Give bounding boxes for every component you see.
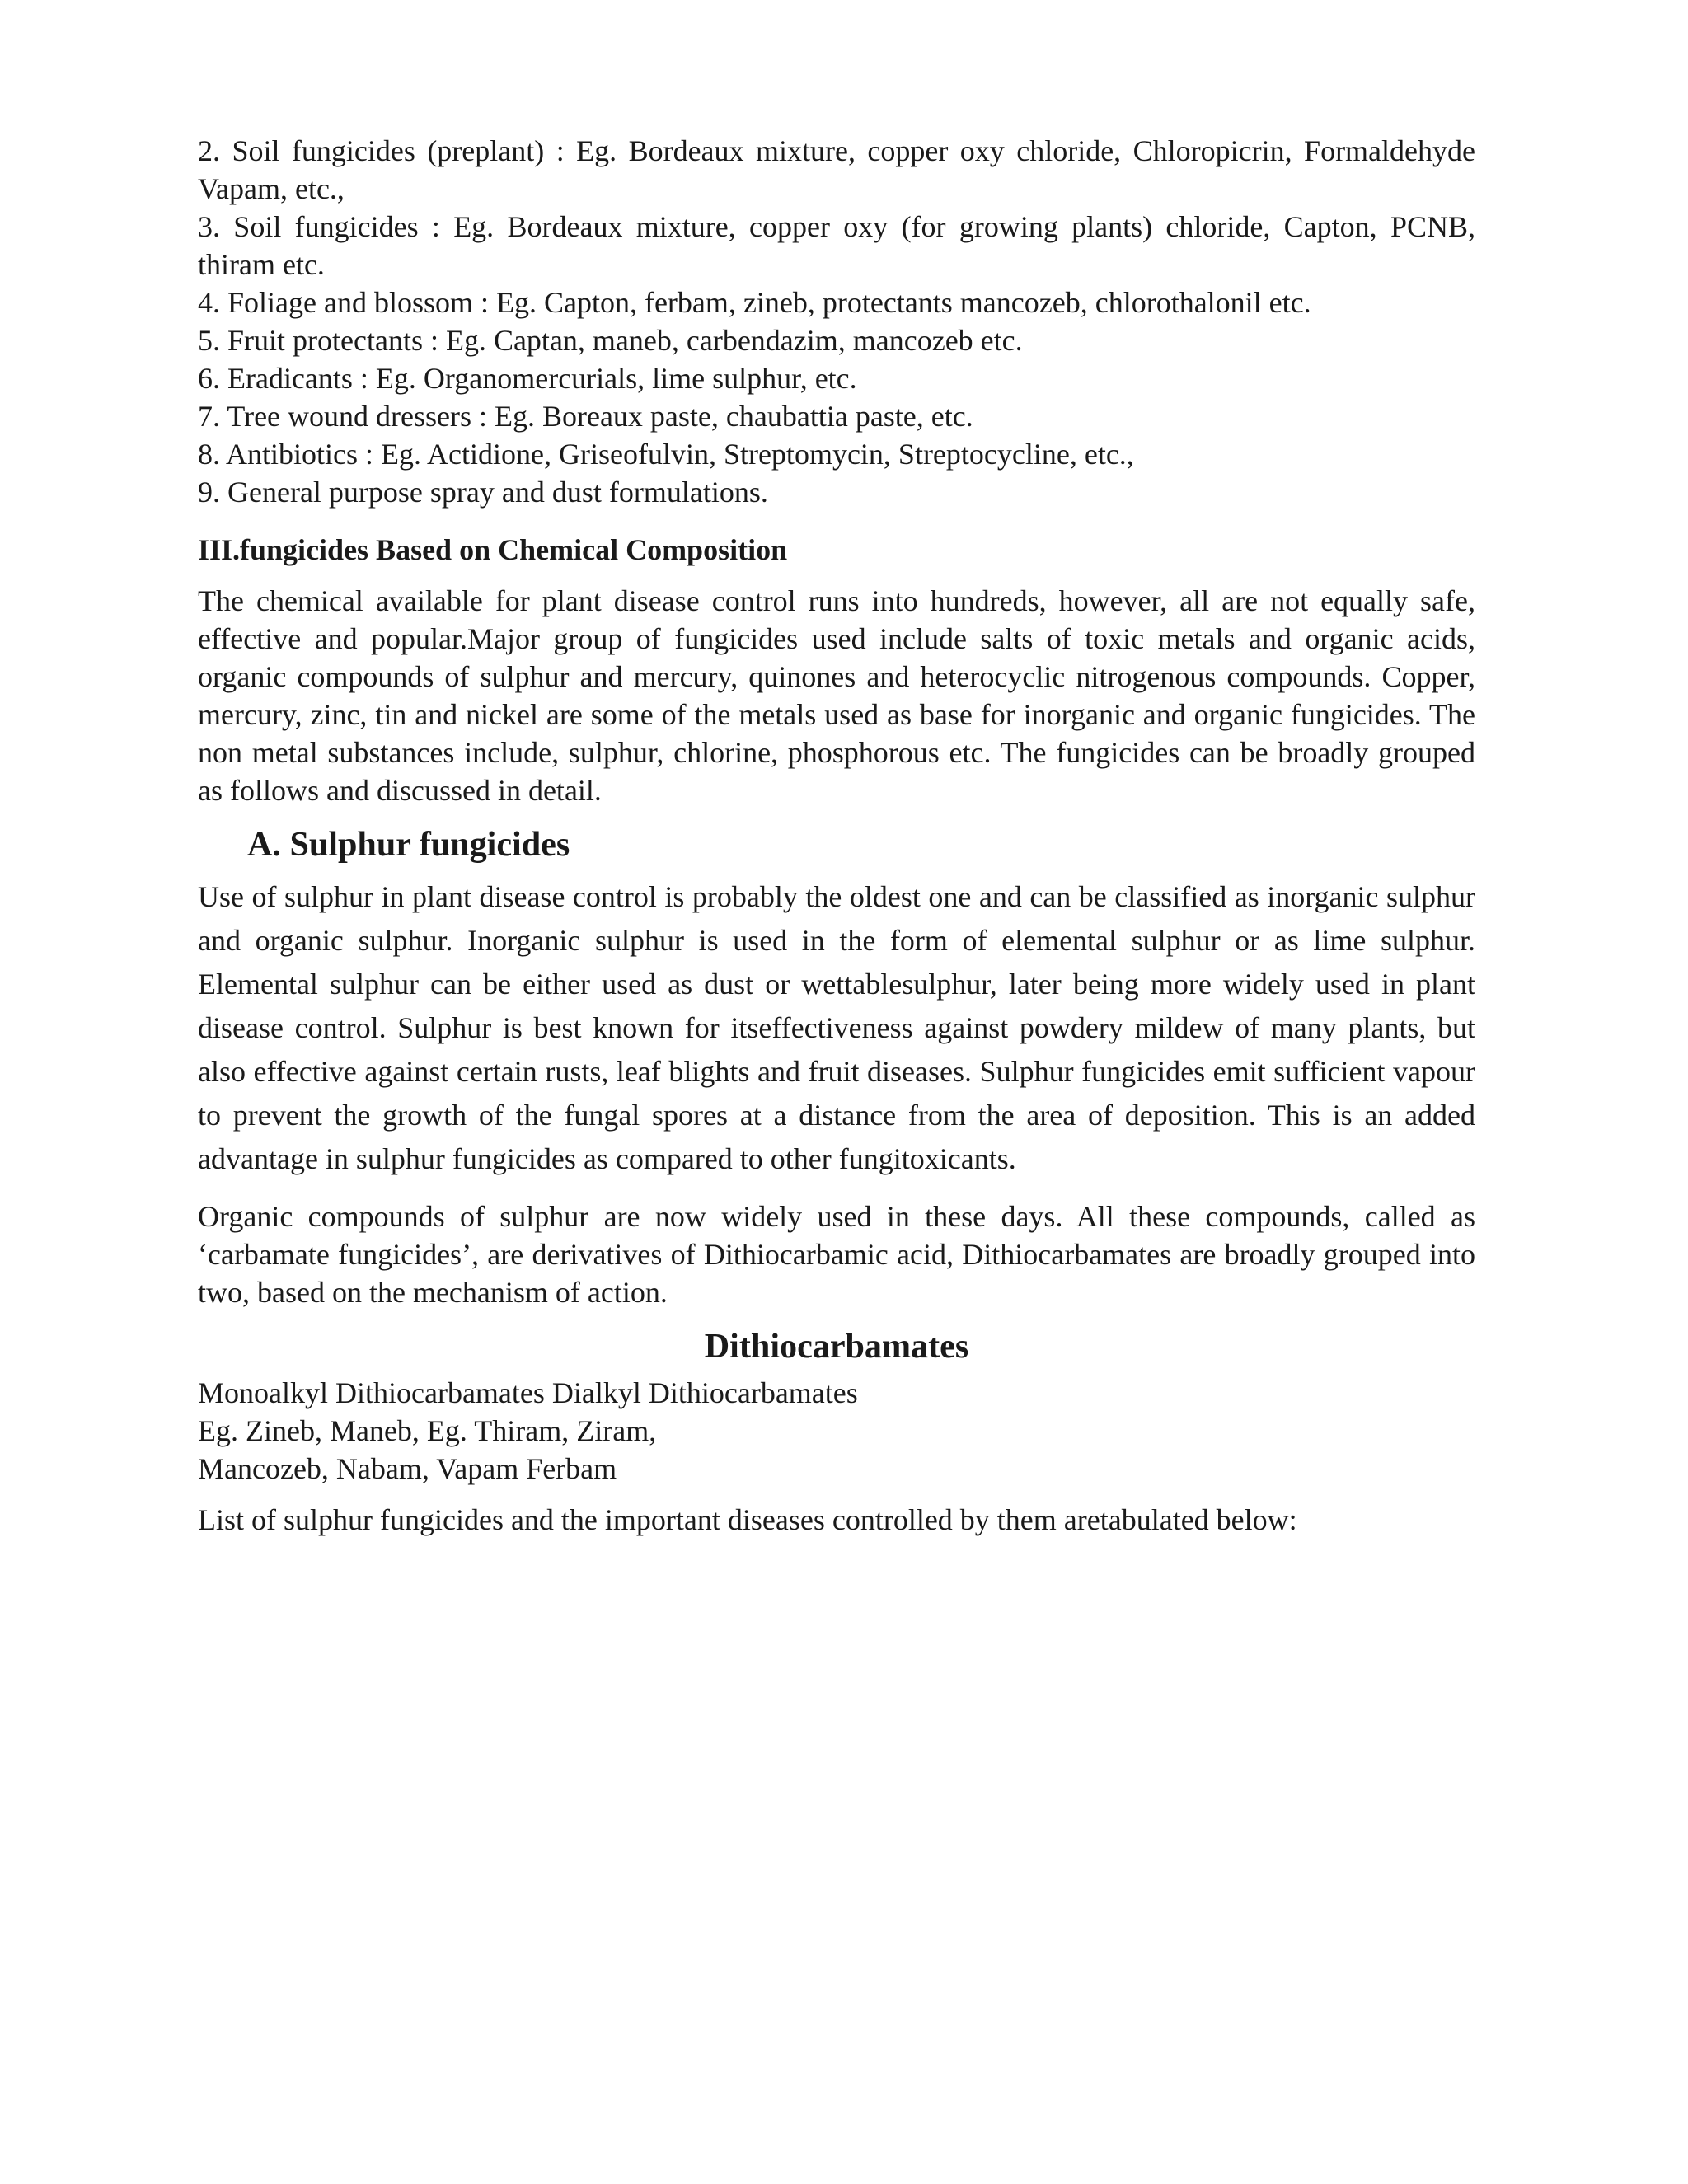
organic-sulphur-paragraph: Organic compounds of sulphur are now widely used in these days. All these compounds, called as ‘carbamate fungicides’, are derivatives of Dithiocarbamic acid, Dithiocarbamates are broadly grouped into two, based on the mechanism of action. — [198, 1200, 1475, 1309]
document-page — [198, 132, 1475, 1539]
list-item: 8. Antibiotics : Eg. Actidione, Griseofulvin, Streptomycin, Streptocycline, etc., — [198, 438, 1134, 471]
dithiocarbamates-heading: Dithiocarbamates — [704, 1327, 969, 1366]
section-heading: III.fungicides Based on Chemical Composition — [198, 533, 788, 566]
list-item: 7. Tree wound dressers : Eg. Boreaux paste, chaubattia paste, etc. — [198, 400, 973, 433]
sulphur-fungicides-heading: A. Sulphur fungicides — [247, 825, 570, 864]
list-item: 3. Soil fungicides : Eg. Bordeaux mixture, copper oxy (for growing plants) chloride, Capton, PCNB, thiram etc. — [198, 210, 1475, 281]
list-item: 5. Fruit protectants : Eg. Captan, maneb, carbendazim, mancozeb etc. — [198, 324, 1023, 357]
list-item: 4. Foliage and blossom : Eg. Capton, ferbam, zineb, protectants mancozeb, chlorothalonil etc. — [198, 286, 1311, 319]
fungicide-list — [198, 132, 1475, 511]
list-item: 9. General purpose spray and dust formulations. — [198, 476, 768, 509]
section-paragraph: The chemical available for plant disease control runs into hundreds, however, all are not equally safe, effective and popular.Major group of fungicides used include salts of toxic metals and organic acids, organic compounds of sulphur and mercury, quinones and heterocyclic nitrogenous compounds. Copper, mercury, zinc, tin and nickel are some of the metals used as base for inorganic and organic fungicides. The non metal substances include, sulphur, chlorine, phosphorous etc. The fungicides can be broadly grouped as follows and discussed in detail. — [198, 584, 1475, 807]
dithiocarbamates-line: Eg. Zineb, Maneb, Eg. Thiram, Ziram, — [198, 1414, 657, 1447]
list-item: 2. Soil fungicides (preplant) : Eg. Bordeaux mixture, copper oxy chloride, Chloropicrin, Formaldehyde Vapam, etc., — [198, 134, 1475, 205]
closing-line: List of sulphur fungicides and the important diseases controlled by them aretabulated below: — [198, 1503, 1297, 1536]
dithiocarbamates-line: Monoalkyl Dithiocarbamates Dialkyl Dithiocarbamates — [198, 1376, 858, 1409]
sulphur-paragraph: Use of sulphur in plant disease control is probably the oldest one and can be classified as inorganic sulphur and organic sulphur. Inorganic sulphur is used in the form of elemental sulphur or as lime sulphur. Elemental sulphur can be either used as dust or wettablesulphur, later being more widely used in plant disease control. Sulphur is best known for itseffectiveness against powdery mildew of many plants, but also effective against certain rusts, leaf blights and fruit diseases. Sulphur fungicides emit sufficient vapour to prevent the growth of the fungal spores at a distance from the area of deposition. This is an added advantage in sulphur fungicides as compared to other fungitoxicants. — [198, 880, 1475, 1175]
list-item: 6. Eradicants : Eg. Organomercurials, lime sulphur, etc. — [198, 362, 857, 395]
dithiocarbamates-line: Mancozeb, Nabam, Vapam Ferbam — [198, 1452, 617, 1485]
